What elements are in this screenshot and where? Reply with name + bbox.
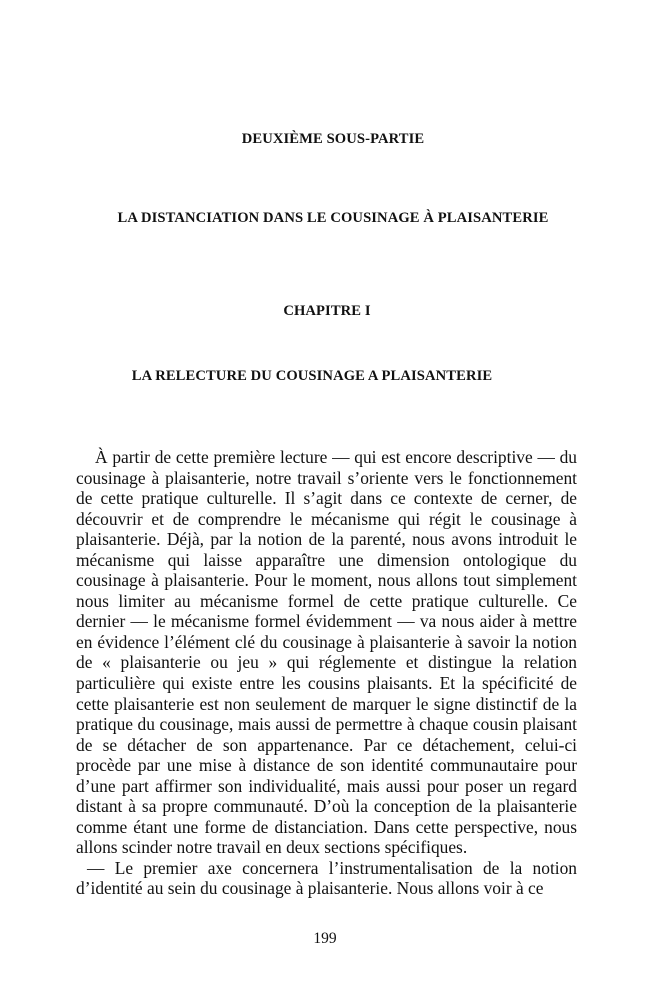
subpart-title: LA DISTANCIATION DANS LE COUSINAGE À PLAISANTERIE	[117, 210, 549, 226]
page-number: 199	[313, 930, 337, 947]
paragraph: — Le premier axe concernera l’instrumentalisation de la notion d’identité au sein du cousinage à plaisanterie. Nous allons voir à ce	[76, 857, 577, 899]
subpart-heading: DEUXIÈME SOUS-PARTIE	[241, 131, 425, 147]
body-text	[76, 447, 577, 899]
paragraph: À partir de cette première lecture — qui est encore descriptive — du cousinage à plaisanterie, notre travail s’oriente vers le fonctionnement de cette pratique culturelle. Il s’agit dans ce contexte de cerner, de découvrir et de comprendre le mécanisme qui régit le cousinage à plaisanterie. Déjà, par la notion de la parenté, nous avons introduit le mécanisme qui laisse apparaître une dimension ontologique du cousinage à plaisanterie. Pour le moment, nous allons tout simplement nous limiter au mécanisme formel de cette pratique culturelle. Ce dernier — le mécanisme formel évidemment — va nous aider à mettre en évidence l’élément clé du cousinage à plaisanterie à savoir la notion de « plaisanterie ou jeu » qui réglemente et distingue la relation particulière qui existe entre les cousins plaisants. Et la spécificité de cette plaisanterie est non seulement de marquer le signe distinctif de la pratique du cousinage, mais aussi de permettre à chaque cousin plaisant de se détacher de son appartenance. Par ce détachement, celui-ci procède par une mise à distance de son identité communautaire pour d’une part affirmer son individualité, mais aussi pour poser un regard distant à sa propre communauté. D’où la conception de la plaisanterie comme étant une forme de distanciation. Dans cette perspective, nous allons scinder notre travail en deux sections spécifiques.	[76, 447, 577, 858]
chapter-title: LA RELECTURE DU COUSINAGE A PLAISANTERIE	[131, 368, 493, 384]
chapter-heading: CHAPITRE I	[283, 303, 371, 319]
